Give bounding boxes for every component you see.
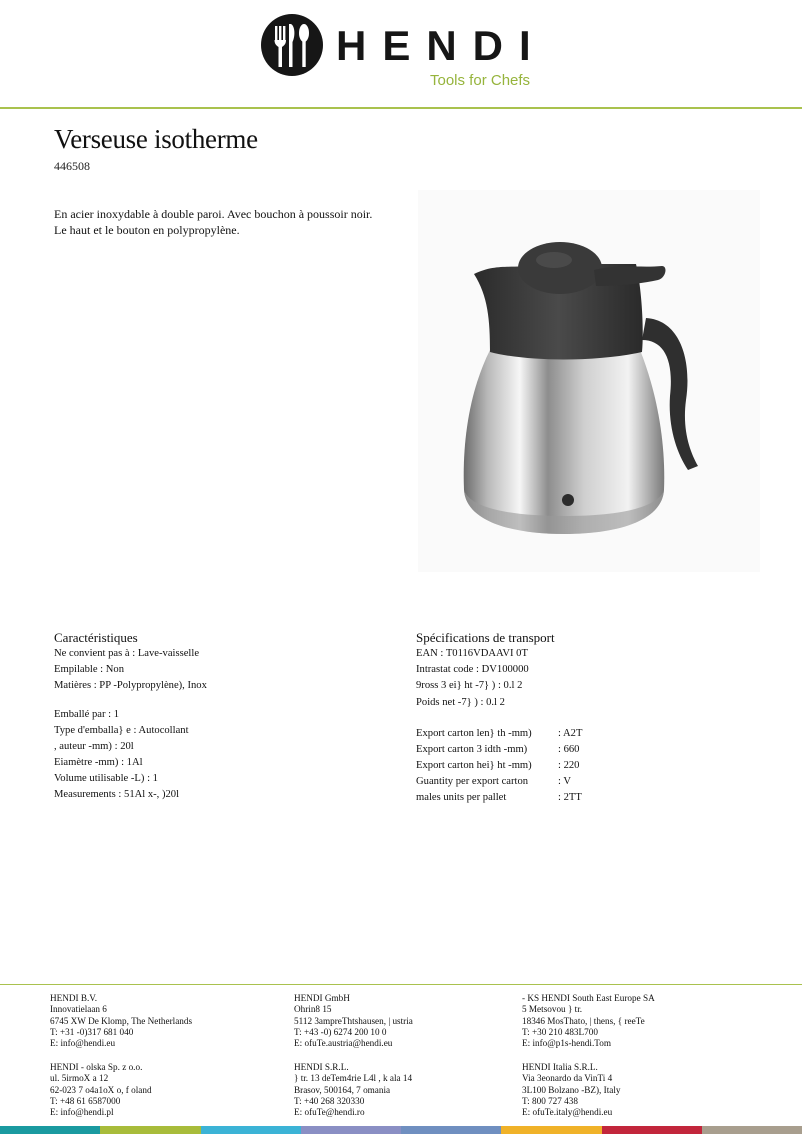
transport-line: Poids net -7} ) : 0.l 2 bbox=[416, 697, 505, 708]
product-sku: 446508 bbox=[54, 159, 90, 173]
transport-value: : A2T bbox=[558, 728, 583, 739]
header bbox=[0, 0, 802, 108]
transport-label: males units per pallet bbox=[416, 792, 507, 803]
office-name: HENDI Italia S.R.L. bbox=[522, 1062, 598, 1072]
office-address: Innovatielaan 6 bbox=[50, 1004, 107, 1015]
transport-line: 9ross 3 ei} ht -7} ) : 0.l 2 bbox=[416, 680, 523, 691]
footer-office-romania bbox=[294, 1062, 412, 1118]
transport-line: EAN : T0116VDAAVI 0T bbox=[416, 648, 528, 659]
characteristic-line: Type d'emballa} e : Autocollant bbox=[54, 725, 189, 736]
characteristic-line: Emballé par : 1 bbox=[54, 709, 120, 720]
office-address: 5112 3ampreThtshausen, | ustria bbox=[294, 1015, 413, 1026]
characteristic-line: Empilable : Non bbox=[54, 664, 125, 675]
transport-value: : 660 bbox=[558, 744, 580, 755]
office-email: E: info@hendi.pl bbox=[50, 1107, 114, 1118]
brand-color-bar bbox=[0, 1126, 802, 1134]
footer-office-netherlands bbox=[50, 993, 192, 1049]
characteristic-line: Matières : PP -Polypropylène), Inox bbox=[54, 680, 207, 691]
product-title: Verseuse isotherme bbox=[54, 124, 258, 154]
office-phone: T: +30 210 483L700 bbox=[522, 1026, 598, 1037]
color-bar-segment bbox=[0, 1126, 100, 1134]
office-name: HENDI - olska Sp. z o.o. bbox=[50, 1062, 143, 1072]
color-bar-segment bbox=[201, 1126, 301, 1134]
brand-name: HENDI bbox=[336, 22, 547, 69]
characteristic-line: Volume utilisable -L) : 1 bbox=[54, 773, 158, 784]
office-phone: T: +31 -0)317 681 040 bbox=[50, 1026, 134, 1037]
footer-office-greece bbox=[522, 993, 655, 1049]
product-description: En acier inoxydable à double paroi. Avec bouchon à poussoir noir. Le haut et le bouton en polypropylène. bbox=[54, 207, 373, 237]
office-address: 5 Metsovou } tr. bbox=[522, 1004, 583, 1015]
logo-cutlery-icon bbox=[260, 13, 324, 77]
transport-label: Export carton hei} ht -mm) bbox=[416, 760, 532, 771]
characteristic-line: , auteur -mm) : 20l bbox=[54, 741, 134, 752]
color-bar-segment bbox=[401, 1126, 501, 1134]
office-email: E: ofuTe.italy@hendi.eu bbox=[522, 1107, 613, 1118]
office-email: E: ofuTe@hendi.ro bbox=[294, 1107, 365, 1118]
footer-divider bbox=[0, 984, 802, 985]
office-email: E: info@hendi.eu bbox=[50, 1038, 116, 1049]
color-bar-segment bbox=[602, 1126, 702, 1134]
office-phone: T: +48 61 6587000 bbox=[50, 1095, 121, 1106]
office-address: 3L100 Bolzano -BZ), Italy bbox=[522, 1084, 621, 1095]
characteristic-line: Measurements : 51Al x-, )20l bbox=[54, 789, 180, 800]
office-address: } tr. 13 deTem4rie L4l , k ala 14 bbox=[294, 1073, 413, 1084]
color-bar-segment bbox=[501, 1126, 601, 1134]
office-address: 62-023 7 o4a1oX o, f oland bbox=[50, 1084, 152, 1095]
office-address: Ohrin8 15 bbox=[294, 1004, 332, 1015]
brand-tagline: Tools for Chefs bbox=[430, 72, 531, 89]
office-email: E: info@p1s-hendi.Tom bbox=[522, 1038, 611, 1049]
insulated-jug-image bbox=[418, 190, 760, 572]
transport-value: : 220 bbox=[558, 760, 580, 771]
transport-value: : V bbox=[558, 776, 572, 787]
characteristic-line: Ne convient pas à : Lave-vaisselle bbox=[54, 648, 200, 659]
transport-label: Export carton 3 idth -mm) bbox=[416, 744, 528, 755]
office-address: Brasov, 500164, 7 omania bbox=[294, 1084, 391, 1095]
office-name: - KS HENDI South East Europe SA bbox=[522, 993, 655, 1003]
characteristics-title: Caractéristiques bbox=[54, 630, 138, 645]
footer-office-poland bbox=[50, 1062, 152, 1118]
transport-label: Guantity per export carton bbox=[416, 776, 529, 787]
transport-line: Intrastat code : DV100000 bbox=[416, 664, 529, 675]
office-address: Via 3eonardo da VinTi 4 bbox=[522, 1073, 613, 1084]
office-address: 6745 XW De Klomp, The Netherlands bbox=[50, 1015, 193, 1026]
office-phone: T: 800 727 438 bbox=[522, 1095, 578, 1106]
transport-title: Spécifications de transport bbox=[416, 630, 555, 645]
office-address: ul. 5irmoX a 12 bbox=[50, 1073, 109, 1084]
characteristic-line: Eiamètre -mm) : 1Al bbox=[54, 757, 143, 768]
office-name: HENDI B.V. bbox=[50, 993, 98, 1003]
office-name: HENDI GmbH bbox=[294, 993, 350, 1003]
office-name: HENDI S.R.L. bbox=[294, 1062, 349, 1072]
header-divider bbox=[0, 107, 802, 109]
office-email: E: ofuTe.austria@hendi.eu bbox=[294, 1038, 393, 1049]
footer-office-italy bbox=[522, 1062, 621, 1118]
color-bar-segment bbox=[702, 1126, 802, 1134]
office-phone: T: +40 268 320330 bbox=[294, 1095, 365, 1106]
transport-label: Export carton len} th -mm) bbox=[416, 728, 532, 739]
color-bar-segment bbox=[100, 1126, 200, 1134]
color-bar-segment bbox=[301, 1126, 401, 1134]
transport-value: : 2TT bbox=[558, 792, 582, 803]
office-phone: T: +43 -0) 6274 200 10 0 bbox=[294, 1026, 387, 1037]
footer-office-austria bbox=[294, 993, 413, 1049]
office-address: 18346 MosThato, | thens, { reeTe bbox=[522, 1015, 645, 1026]
